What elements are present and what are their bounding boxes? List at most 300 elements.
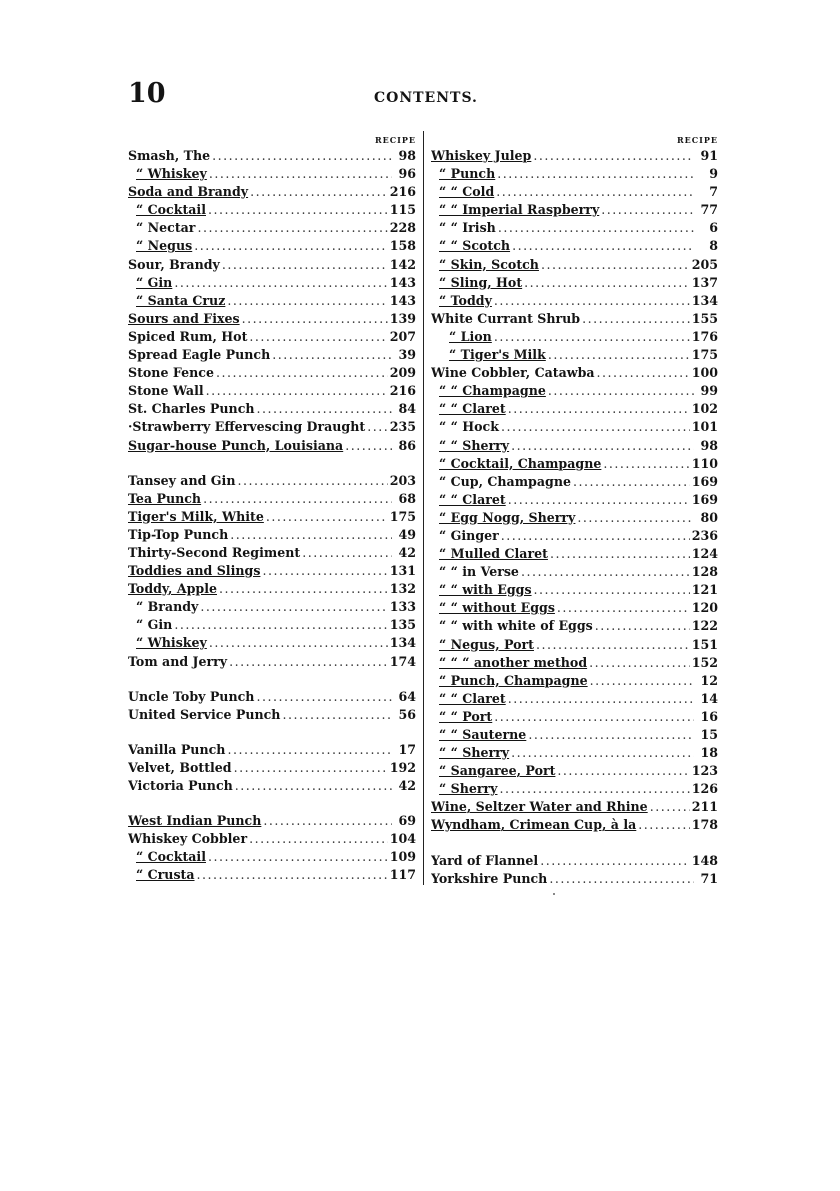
entry-name <box>431 364 595 382</box>
recipe-number: 123 <box>691 763 718 779</box>
entry-name-text: Whiskey Julep <box>431 148 532 163</box>
recipe-number: 135 <box>389 617 416 633</box>
recipe-number: 139 <box>389 310 416 326</box>
entry-name-text: Velvet, Bottled <box>128 759 232 775</box>
entry-name <box>439 690 506 708</box>
entry-name <box>439 418 499 436</box>
dot-leader <box>541 256 690 274</box>
dot-leader <box>548 382 694 400</box>
dot-leader <box>494 708 694 726</box>
entry-name <box>128 741 225 759</box>
contents-entry <box>431 147 718 165</box>
entry-name <box>136 848 206 866</box>
dot-leader <box>345 437 392 455</box>
dot-leader <box>242 310 388 328</box>
recipe-number: 77 <box>700 202 718 218</box>
recipe-number: 39 <box>398 347 416 363</box>
entry-name <box>128 382 204 400</box>
entry-name-text: “ Cocktail, Champagne <box>439 455 602 471</box>
entry-name <box>439 599 555 617</box>
recipe-number: 205 <box>691 256 718 272</box>
contents-entry <box>128 526 416 544</box>
contents-entry <box>431 491 718 509</box>
entry-name <box>439 237 510 255</box>
entry-name <box>439 527 499 545</box>
entry-name <box>439 455 601 473</box>
recipe-number: 86 <box>398 437 416 453</box>
entry-name-text: “ “ Imperial Raspberry <box>439 202 600 218</box>
dot-leader <box>212 147 392 165</box>
entry-name-text: Toddy, Apple <box>128 581 217 597</box>
recipe-number: 102 <box>691 401 718 417</box>
entry-name <box>439 617 593 635</box>
contents-entry <box>128 759 416 777</box>
entry-name-text: Smash, The <box>128 148 211 163</box>
dot-leader <box>272 346 392 364</box>
recipe-number: 155 <box>691 310 718 326</box>
recipe-number: 117 <box>389 867 416 883</box>
contents-entry <box>431 726 718 744</box>
dot-leader <box>499 780 689 798</box>
recipe-number: 175 <box>691 347 718 363</box>
recipe-number: 131 <box>389 563 416 579</box>
recipe-number: 99 <box>700 383 718 399</box>
dot-leader <box>501 418 690 436</box>
entry-name-text: Wine Cobbler, Catawba <box>431 365 595 381</box>
entry-name-text: “ Gin <box>136 617 173 633</box>
recipe-number: 216 <box>389 383 416 399</box>
page-speck <box>553 893 555 895</box>
contents-entry <box>128 598 416 616</box>
recipe-number: 109 <box>389 849 416 865</box>
dot-leader <box>282 706 392 724</box>
entry-name-text: “ “ Port <box>439 708 493 724</box>
dot-leader <box>230 526 392 544</box>
recipe-number: 68 <box>398 490 416 506</box>
entry-name <box>128 364 214 382</box>
recipe-number: 14 <box>700 690 718 706</box>
dot-leader <box>194 237 387 255</box>
recipe-number: 80 <box>700 509 718 525</box>
entry-name <box>128 490 201 508</box>
contents-entry <box>431 654 718 672</box>
entry-name <box>439 274 522 292</box>
recipe-number: 71 <box>700 870 718 886</box>
recipe-number: 124 <box>691 546 718 562</box>
entry-name-text: “ Skin, Scotch <box>439 256 539 272</box>
dot-leader <box>262 562 387 580</box>
recipe-column-label: RECIPE <box>375 135 416 145</box>
entry-name <box>128 830 247 848</box>
contents-entry <box>431 400 718 418</box>
recipe-number: 12 <box>700 672 718 688</box>
entry-name <box>439 672 588 690</box>
dot-leader <box>494 292 690 310</box>
entry-name-text: “ Whiskey <box>136 635 207 651</box>
dot-leader <box>603 455 689 473</box>
entry-name-text: “ “ Claret <box>439 491 506 507</box>
contents-entry <box>128 580 416 598</box>
recipe-number: 42 <box>398 778 416 793</box>
recipe-number: 96 <box>398 166 416 182</box>
column-divider <box>423 131 424 885</box>
contents-entry <box>431 545 718 563</box>
contents-entry <box>431 310 718 328</box>
contents-entry <box>431 563 718 581</box>
dot-leader <box>496 183 694 201</box>
contents-entry <box>128 741 416 759</box>
entry-name <box>431 816 636 834</box>
recipe-number: 151 <box>691 636 718 652</box>
entry-name-text: St. Charles Punch <box>128 401 255 417</box>
recipe-number: 91 <box>700 148 718 163</box>
recipe-number: 110 <box>691 455 718 471</box>
entry-name-text: “ Nectar <box>136 220 196 236</box>
dot-leader <box>501 527 690 545</box>
entry-name <box>128 328 247 346</box>
contents-entry <box>128 328 416 346</box>
entry-name <box>128 562 260 580</box>
entry-name <box>439 563 519 581</box>
entry-name-text: “ Mulled Claret <box>439 546 548 562</box>
dot-leader <box>511 744 694 762</box>
dot-leader <box>582 310 690 328</box>
contents-entry <box>431 744 718 762</box>
entry-name <box>431 870 547 888</box>
entry-name-text: “ “ Champagne <box>439 383 546 399</box>
contents-entry <box>431 219 718 237</box>
dot-leader <box>200 598 387 616</box>
entry-name <box>136 165 207 183</box>
contents-entry <box>431 328 718 346</box>
entry-name <box>128 688 254 706</box>
entry-name <box>136 616 172 634</box>
entry-name <box>431 147 531 165</box>
entry-name-text: “ “ Sherry <box>439 437 510 453</box>
entry-name <box>439 437 509 455</box>
contents-entry <box>128 812 416 830</box>
dot-leader <box>597 364 690 382</box>
recipe-number: 169 <box>691 473 718 489</box>
contents-entry <box>128 201 416 219</box>
dot-leader <box>521 563 690 581</box>
recipe-number: 235 <box>389 419 416 435</box>
contents-entry <box>128 866 416 884</box>
contents-entry <box>128 346 416 364</box>
entry-name-text: Thirty-Second Regiment <box>128 544 301 560</box>
entry-name <box>449 328 492 346</box>
contents-entry <box>431 509 718 527</box>
entry-name-text: Vanilla Punch <box>128 741 226 757</box>
contents-entry <box>431 473 718 491</box>
recipe-number: 49 <box>398 526 416 542</box>
contents-entry <box>128 219 416 237</box>
contents-entry <box>431 455 718 473</box>
recipe-column-label: RECIPE <box>677 135 718 145</box>
entry-name <box>136 274 172 292</box>
entry-name <box>136 634 207 652</box>
entry-name <box>439 581 532 599</box>
entry-name-text: Tip-Top Punch <box>128 526 229 542</box>
dot-leader <box>206 382 388 400</box>
entry-name-text: “ “ Cold <box>439 184 495 200</box>
entry-name-text: “ Sangaree, Port <box>439 763 556 779</box>
entry-name-text: Tom and Jerry <box>128 653 228 669</box>
dot-leader <box>638 816 689 834</box>
recipe-number: 121 <box>691 582 718 598</box>
entry-name-text: “ “ Sherry <box>439 745 510 761</box>
dot-leader <box>577 509 694 527</box>
entry-name-text: Victoria Punch <box>128 778 233 793</box>
recipe-number: 101 <box>691 419 718 435</box>
entry-name-text: “ Sling, Hot <box>439 274 523 290</box>
contents-entry <box>431 762 718 780</box>
dot-leader <box>528 726 694 744</box>
dot-leader <box>266 508 388 526</box>
entry-name-text: “ Santa Cruz <box>136 292 226 308</box>
recipe-number: 15 <box>700 727 718 742</box>
recipe-number: 209 <box>389 365 416 381</box>
contents-entry <box>431 672 718 690</box>
contents-entry <box>128 777 416 795</box>
entry-name <box>439 165 495 183</box>
dot-leader <box>197 219 387 237</box>
entry-name-text: “ “ in Verse <box>439 564 519 580</box>
contents-entry <box>431 183 718 201</box>
entry-name-text: “ “ Hock <box>439 419 499 435</box>
contents-entry <box>431 617 718 635</box>
contents-entry <box>431 852 718 870</box>
recipe-number: 42 <box>398 544 416 560</box>
entry-name-text: “ “ with Eggs <box>439 582 532 598</box>
contents-entry <box>128 364 416 382</box>
entry-name-text: “ “ without Eggs <box>439 600 555 616</box>
recipe-number: 207 <box>389 328 416 344</box>
dot-leader <box>257 400 392 418</box>
dot-leader <box>573 473 690 491</box>
entry-name <box>128 256 220 274</box>
entry-name-text: “ “ Irish <box>439 220 496 236</box>
contents-entry <box>128 634 416 652</box>
contents-entry <box>128 400 416 418</box>
contents-entry <box>128 653 416 671</box>
entry-name-text: “ Whiskey <box>136 166 207 182</box>
recipe-number: 211 <box>691 799 718 815</box>
recipe-number: 98 <box>398 148 416 163</box>
dot-leader <box>238 472 388 490</box>
entry-name-text: “ Crusta <box>136 867 195 883</box>
contents-entry <box>431 201 718 219</box>
contents-entry <box>128 562 416 580</box>
dot-leader <box>534 581 690 599</box>
dot-leader <box>222 256 388 274</box>
contents-entry <box>128 274 416 292</box>
entry-name <box>128 759 232 777</box>
recipe-number: 142 <box>389 256 416 272</box>
dot-leader <box>227 292 387 310</box>
entry-name <box>439 636 534 654</box>
entry-name-text: “ Punch, Champagne <box>439 672 588 688</box>
contents-right-column <box>431 133 718 888</box>
entry-name <box>136 219 195 237</box>
entry-name <box>128 812 261 830</box>
entry-name-text: “ Cocktail <box>136 849 206 865</box>
contents-entry <box>128 418 416 436</box>
contents-entry <box>128 310 416 328</box>
contents-entry <box>431 256 718 274</box>
entry-name <box>439 762 555 780</box>
dot-leader <box>589 654 690 672</box>
entry-name <box>136 201 206 219</box>
entry-name-text: “ Negus <box>136 238 193 254</box>
entry-name <box>128 544 300 562</box>
dot-leader <box>557 762 689 780</box>
entry-name-text: United Service Punch <box>128 706 281 722</box>
entry-name-text: Tea Punch <box>128 490 202 506</box>
entry-name-text: Yorkshire Punch <box>431 870 548 886</box>
entry-name-text: ·Strawberry Effervescing Draught <box>128 419 366 435</box>
recipe-number: 128 <box>691 564 718 580</box>
contents-entry <box>431 708 718 726</box>
entry-name <box>128 346 270 364</box>
dot-leader <box>227 741 392 759</box>
contents-entry <box>431 780 718 798</box>
contents-entry <box>128 616 416 634</box>
entry-name <box>439 201 599 219</box>
contents-entry <box>128 472 416 490</box>
contents-entry <box>128 688 416 706</box>
contents-entry <box>431 581 718 599</box>
entry-name <box>128 418 365 436</box>
entry-name <box>128 777 233 795</box>
entry-name-text: “ Toddy <box>439 292 492 308</box>
dot-leader <box>508 400 690 418</box>
entry-name <box>136 598 198 616</box>
entry-name <box>439 292 492 310</box>
recipe-number: 56 <box>398 706 416 722</box>
dot-leader <box>235 777 392 795</box>
entry-name <box>439 183 494 201</box>
dot-leader <box>302 544 392 562</box>
dot-leader <box>508 690 694 708</box>
contents-entry <box>128 830 416 848</box>
dot-leader <box>208 848 388 866</box>
entry-name <box>439 491 506 509</box>
contents-entry <box>128 147 416 165</box>
recipe-number: 17 <box>398 741 416 757</box>
dot-leader <box>601 201 694 219</box>
recipe-number: 174 <box>389 653 416 669</box>
entry-name <box>128 653 227 671</box>
entry-name <box>439 545 548 563</box>
dot-leader <box>208 201 388 219</box>
dot-leader <box>209 634 388 652</box>
recipe-number: 216 <box>389 184 416 200</box>
entry-name <box>128 400 255 418</box>
entry-name-text: Wine, Seltzer Water and Rhine <box>431 799 648 815</box>
contents-entry <box>431 690 718 708</box>
entry-name-text: Sours and Fixes <box>128 310 240 326</box>
dot-leader <box>650 798 690 816</box>
entry-name-text: Stone Wall <box>128 383 204 399</box>
contents-entry <box>431 527 718 545</box>
dot-leader <box>229 653 388 671</box>
entry-name-text: West Indian Punch <box>128 813 262 829</box>
dot-leader <box>511 437 694 455</box>
entry-name <box>439 256 539 274</box>
recipe-number: 104 <box>389 831 416 847</box>
dot-leader <box>497 165 694 183</box>
contents-entry <box>431 636 718 654</box>
entry-name-text: “ “ with white of Eggs <box>439 618 593 634</box>
contents-entry <box>128 490 416 508</box>
contents-entry <box>431 346 718 364</box>
entry-name-text: Yard of Flannel <box>431 852 539 868</box>
dot-leader <box>209 165 392 183</box>
dot-leader <box>216 364 388 382</box>
right-entry-list <box>431 147 718 888</box>
recipe-number: 134 <box>691 292 718 308</box>
dot-leader <box>174 274 387 292</box>
entry-name <box>136 292 225 310</box>
contents-entry <box>128 237 416 255</box>
contents-entry <box>128 706 416 724</box>
recipe-number: 84 <box>398 401 416 417</box>
entry-name-text: Stone Fence <box>128 365 214 381</box>
recipe-number: 152 <box>691 654 718 670</box>
recipe-number: 120 <box>691 600 718 616</box>
dot-leader <box>549 870 694 888</box>
contents-entry <box>431 292 718 310</box>
entry-name <box>439 382 546 400</box>
entry-name <box>439 400 506 418</box>
contents-entry <box>128 544 416 562</box>
contents-entry <box>431 364 718 382</box>
recipe-number: 175 <box>389 508 416 524</box>
entry-name <box>431 310 580 328</box>
dot-leader <box>536 636 690 654</box>
contents-left-column <box>128 133 416 884</box>
contents-entry <box>431 418 718 436</box>
dot-leader <box>256 688 392 706</box>
recipe-number: 16 <box>700 708 718 724</box>
dot-leader <box>508 491 690 509</box>
recipe-number: 64 <box>398 688 416 704</box>
entry-name <box>449 346 546 364</box>
recipe-number: 176 <box>691 328 718 344</box>
recipe-number: 126 <box>691 781 718 797</box>
recipe-number: 143 <box>389 292 416 308</box>
contents-entry <box>431 798 718 816</box>
entry-name-text: Spread Eagle Punch <box>128 347 271 363</box>
dot-leader <box>550 545 690 563</box>
contents-entry <box>431 382 718 400</box>
left-entry-list <box>128 147 416 884</box>
contents-entry <box>431 437 718 455</box>
dot-leader <box>590 672 694 690</box>
dot-leader <box>234 759 388 777</box>
entry-name <box>439 654 587 672</box>
recipe-number: 132 <box>389 581 416 597</box>
recipe-number: 7 <box>709 184 718 200</box>
entry-name-text: Sugar-house Punch, Louisiana <box>128 437 344 453</box>
entry-name-text: Soda and Brandy <box>128 184 249 200</box>
contents-entry <box>431 237 718 255</box>
entry-name <box>128 580 217 598</box>
dot-leader <box>498 219 694 237</box>
entry-name-text: Tiger's Milk, White <box>128 508 264 524</box>
entry-name-text: Tansey and Gin <box>128 472 236 488</box>
